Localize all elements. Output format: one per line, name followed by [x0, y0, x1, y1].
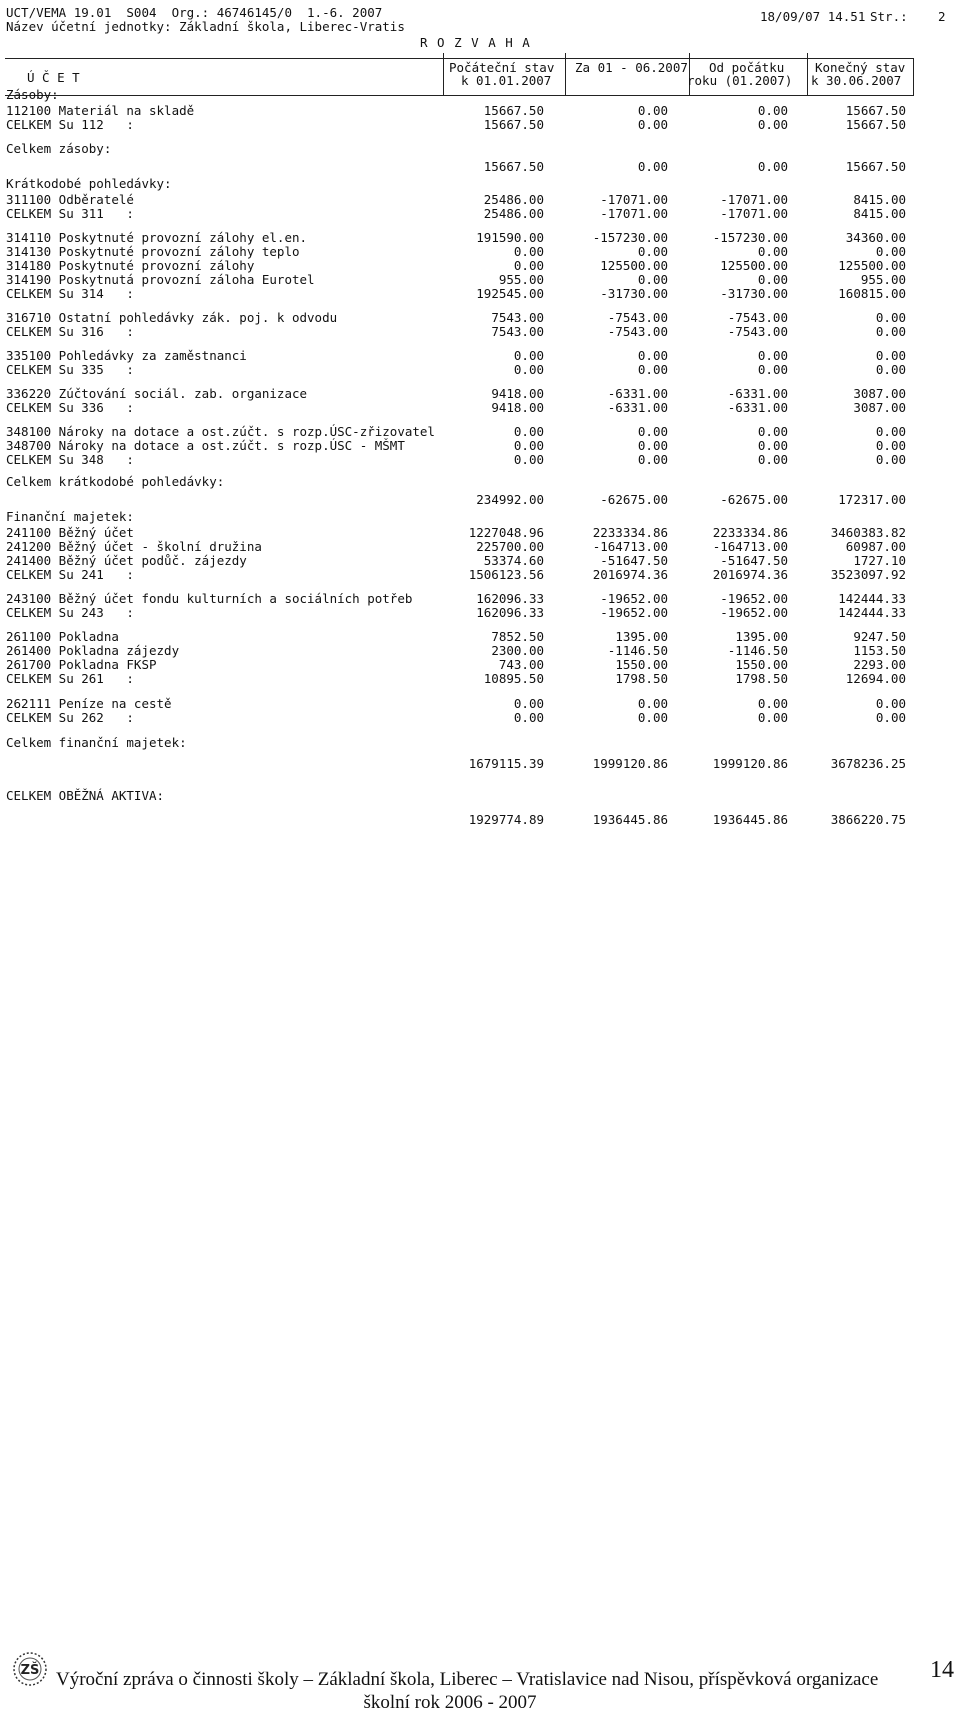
closing-value: 125500.00: [838, 258, 906, 273]
row-label: CELKEM Su 261 :: [6, 671, 134, 686]
period-value: 125500.00: [600, 258, 668, 273]
closing-value: 3460383.82: [830, 525, 906, 540]
ledger-row: [6, 592, 906, 606]
ledger-row: [6, 789, 906, 803]
row-label: 241200 Běžný účet - školní družina: [6, 539, 262, 554]
closing-value: 3866220.75: [830, 812, 906, 827]
opening-value: 53374.60: [483, 553, 544, 568]
opening-value: 743.00: [498, 657, 544, 672]
period-value: 0.00: [637, 348, 668, 363]
ytd-value: -19652.00: [720, 591, 788, 606]
period-value: 2016974.36: [592, 567, 668, 582]
ledger-row: [6, 425, 906, 439]
ledger-row: [6, 142, 906, 156]
ytd-value: 125500.00: [720, 258, 788, 273]
period-value: 0.00: [637, 696, 668, 711]
closing-value: 3678236.25: [830, 756, 906, 771]
ledger-row: [6, 672, 906, 686]
closing-value: 3087.00: [853, 400, 906, 415]
ytd-value: -17071.00: [720, 206, 788, 221]
row-label: 311100 Odběratelé: [6, 192, 134, 207]
row-label: 261700 Pokladna FKSP: [6, 657, 157, 672]
row-label: 314130 Poskytnuté provozní zálohy teplo: [6, 244, 300, 259]
opening-value: 1929774.89: [468, 812, 544, 827]
closing-value: 0.00: [875, 324, 906, 339]
ledger-row: [6, 177, 906, 191]
ytd-value: 2233334.86: [712, 525, 788, 540]
closing-value: 0.00: [875, 696, 906, 711]
period-value: -1146.50: [607, 643, 668, 658]
col-closing-date: k 30.06.2007: [811, 73, 902, 88]
ytd-value: -62675.00: [720, 492, 788, 507]
period-value: 0.00: [637, 117, 668, 132]
row-label: 243100 Běžný účet fondu kulturních a sociálních potřeb: [6, 591, 413, 606]
closing-value: 3087.00: [853, 386, 906, 401]
period-value: -51647.50: [600, 553, 668, 568]
row-label: Finanční majetek:: [6, 509, 134, 524]
unit-name: Název účetní jednotky: Základní škola, Liberec-Vratis: [6, 19, 405, 34]
period-value: -6331.00: [607, 386, 668, 401]
col-closing-title: Konečný stav: [815, 60, 906, 75]
opening-value: 0.00: [513, 696, 544, 711]
closing-value: 0.00: [875, 244, 906, 259]
closing-value: 160815.00: [838, 286, 906, 301]
closing-value: 3523097.92: [830, 567, 906, 582]
opening-value: 0.00: [513, 452, 544, 467]
row-label: CELKEM Su 243 :: [6, 605, 134, 620]
opening-value: 0.00: [513, 244, 544, 259]
ytd-value: 0.00: [757, 696, 788, 711]
col-account: Ú Č E T: [27, 70, 80, 85]
row-label: CELKEM Su 311 :: [6, 206, 134, 221]
period-value: -157230.00: [592, 230, 668, 245]
row-label: Zásoby:: [6, 87, 59, 102]
ytd-value: -31730.00: [720, 286, 788, 301]
opening-value: 955.00: [498, 272, 544, 287]
period-value: 0.00: [637, 362, 668, 377]
ytd-value: 0.00: [757, 362, 788, 377]
row-label: 335100 Pohledávky za zaměstnanci: [6, 348, 247, 363]
opening-value: 15667.50: [483, 117, 544, 132]
footer-school-year: školní rok 2006 - 2007: [363, 1692, 537, 1713]
row-label: 112100 Materiál na skladě: [6, 103, 195, 118]
row-label: 241400 Běžný účet podůč. zájezdy: [6, 553, 247, 568]
ytd-value: 0.00: [757, 710, 788, 725]
ledger-row: [6, 273, 906, 287]
opening-value: 1679115.39: [468, 756, 544, 771]
row-label: 336220 Zúčtování sociál. zab. organizace: [6, 386, 308, 401]
ytd-value: 1999120.86: [712, 756, 788, 771]
period-value: -62675.00: [600, 492, 668, 507]
print-datetime: 18/09/07 14.51: [760, 9, 866, 24]
opening-value: 234992.00: [476, 492, 544, 507]
ledger-row: [6, 554, 906, 568]
row-label: Celkem zásoby:: [6, 141, 112, 156]
ytd-value: 1395.00: [735, 629, 788, 644]
row-label: CELKEM Su 335 :: [6, 362, 134, 377]
ledger-row: [6, 493, 906, 507]
ytd-value: 2016974.36: [712, 567, 788, 582]
closing-value: 1153.50: [853, 643, 906, 658]
row-label: CELKEM Su 316 :: [6, 324, 134, 339]
page-label: Str.:: [870, 9, 908, 24]
row-label: Celkem krátkodobé pohledávky:: [6, 474, 225, 489]
ledger-row: [6, 231, 906, 245]
ledger-row: [6, 349, 906, 363]
closing-value: 955.00: [860, 272, 906, 287]
report-title: R O Z V A H A: [420, 35, 531, 50]
closing-value: 8415.00: [853, 206, 906, 221]
ytd-value: 0.00: [757, 424, 788, 439]
opening-value: 0.00: [513, 348, 544, 363]
closing-value: 8415.00: [853, 192, 906, 207]
opening-value: 162096.33: [476, 605, 544, 620]
period-value: 0.00: [637, 244, 668, 259]
row-label: CELKEM OBĚŽNÁ AKTIVA:: [6, 788, 165, 803]
closing-value: 0.00: [875, 424, 906, 439]
closing-value: 0.00: [875, 310, 906, 325]
ytd-value: -6331.00: [727, 400, 788, 415]
ledger-row: [6, 475, 906, 489]
opening-value: 1227048.96: [468, 525, 544, 540]
col-period: Za 01 - 06.2007: [575, 60, 688, 75]
ledger-row: [6, 88, 906, 102]
row-label: 348100 Nároky na dotace a ost.zúčt. s rozp.ÚSC-zřizovatel: [6, 424, 435, 439]
col-ytd-title: Od počátku: [709, 60, 785, 75]
opening-value: 0.00: [513, 362, 544, 377]
period-value: 1798.50: [615, 671, 668, 686]
period-value: 1999120.86: [592, 756, 668, 771]
page-value: 2: [938, 9, 946, 24]
closing-value: 0.00: [875, 348, 906, 363]
row-label: CELKEM Su 262 :: [6, 710, 134, 725]
ledger-row: [6, 526, 906, 540]
period-value: 0.00: [637, 103, 668, 118]
row-label: 261400 Pokladna zájezdy: [6, 643, 180, 658]
closing-value: 15667.50: [845, 117, 906, 132]
ledger-row: [6, 630, 906, 644]
footer-title: Výroční zpráva o činnosti školy – Základní škola, Liberec – Vratislavice nad Nisou, příspěvková organizace: [56, 1669, 879, 1690]
period-value: -19652.00: [600, 605, 668, 620]
closing-value: 34360.00: [845, 230, 906, 245]
period-value: -6331.00: [607, 400, 668, 415]
ledger-row: [6, 207, 906, 221]
row-label: CELKEM Su 241 :: [6, 567, 134, 582]
ledger-row: [6, 259, 906, 273]
ledger-row: [6, 193, 906, 207]
ytd-value: 0.00: [757, 452, 788, 467]
row-label: CELKEM Su 112 :: [6, 117, 134, 132]
ledger-row: [6, 401, 906, 415]
opening-value: 9418.00: [491, 400, 544, 415]
page-number: 14: [930, 1657, 954, 1683]
ledger-row: [6, 439, 906, 453]
ytd-value: 1936445.86: [712, 812, 788, 827]
ledger-row: [6, 644, 906, 658]
ytd-value: 1798.50: [735, 671, 788, 686]
period-value: -31730.00: [600, 286, 668, 301]
report-system-line: UCT/VEMA 19.01 S004 Org.: 46746145/0 1.-6. 2007: [6, 5, 383, 20]
period-value: -7543.00: [607, 310, 668, 325]
row-label: CELKEM Su 348 :: [6, 452, 134, 467]
opening-value: 162096.33: [476, 591, 544, 606]
col-opening-title: Počáteční stav: [449, 60, 555, 75]
opening-value: 25486.00: [483, 192, 544, 207]
ytd-value: 0.00: [757, 438, 788, 453]
ytd-value: -19652.00: [720, 605, 788, 620]
period-value: 0.00: [637, 438, 668, 453]
ledger-row: [6, 325, 906, 339]
opening-value: 0.00: [513, 710, 544, 725]
opening-value: 9418.00: [491, 386, 544, 401]
col-ytd-range: roku (01.2007): [687, 73, 793, 88]
ytd-value: -157230.00: [712, 230, 788, 245]
ytd-value: 0.00: [757, 348, 788, 363]
ytd-value: -7543.00: [727, 324, 788, 339]
opening-value: 7852.50: [491, 629, 544, 644]
ledger-row: [6, 606, 906, 620]
period-value: 1395.00: [615, 629, 668, 644]
ledger-row: [6, 245, 906, 259]
row-label: 314110 Poskytnuté provozní zálohy el.en.: [6, 230, 308, 245]
ytd-value: 0.00: [757, 103, 788, 118]
period-value: 0.00: [637, 272, 668, 287]
ledger-row: [6, 118, 906, 132]
opening-value: 7543.00: [491, 324, 544, 339]
opening-value: 1506123.56: [468, 567, 544, 582]
ytd-value: -164713.00: [712, 539, 788, 554]
ledger-row: [6, 568, 906, 582]
period-value: -19652.00: [600, 591, 668, 606]
ledger-row: [6, 387, 906, 401]
closing-value: 2293.00: [853, 657, 906, 672]
period-value: 0.00: [637, 424, 668, 439]
closing-value: 1727.10: [853, 553, 906, 568]
closing-value: 0.00: [875, 438, 906, 453]
closing-value: 142444.33: [838, 605, 906, 620]
period-value: 1550.00: [615, 657, 668, 672]
ytd-value: 1550.00: [735, 657, 788, 672]
ledger-row: [6, 540, 906, 554]
period-value: -164713.00: [592, 539, 668, 554]
ytd-value: 0.00: [757, 244, 788, 259]
period-value: 0.00: [637, 452, 668, 467]
closing-value: 15667.50: [845, 159, 906, 174]
opening-value: 2300.00: [491, 643, 544, 658]
ledger-row: [6, 160, 906, 174]
row-label: 241100 Běžný účet: [6, 525, 134, 540]
opening-value: 15667.50: [483, 159, 544, 174]
ledger-row: [6, 311, 906, 325]
period-value: -17071.00: [600, 192, 668, 207]
ledger-row: [6, 697, 906, 711]
row-label: CELKEM Su 314 :: [6, 286, 134, 301]
period-value: 1936445.86: [592, 812, 668, 827]
ytd-value: -1146.50: [727, 643, 788, 658]
col-opening-date: k 01.01.2007: [461, 73, 552, 88]
ledger-row: [6, 711, 906, 725]
ledger-row: [6, 453, 906, 467]
ledger-row: [6, 287, 906, 301]
closing-value: 9247.50: [853, 629, 906, 644]
ledger-row: [6, 363, 906, 377]
opening-value: 7543.00: [491, 310, 544, 325]
opening-value: 10895.50: [483, 671, 544, 686]
period-value: -17071.00: [600, 206, 668, 221]
closing-value: 172317.00: [838, 492, 906, 507]
ledger-row: [6, 104, 906, 118]
opening-value: 225700.00: [476, 539, 544, 554]
row-label: 262111 Peníze na cestě: [6, 696, 172, 711]
opening-value: 0.00: [513, 258, 544, 273]
closing-value: 142444.33: [838, 591, 906, 606]
period-value: 0.00: [637, 159, 668, 174]
opening-value: 0.00: [513, 438, 544, 453]
period-value: 0.00: [637, 710, 668, 725]
ytd-value: -17071.00: [720, 192, 788, 207]
svg-text:ZŠ: ZŠ: [20, 1663, 40, 1678]
row-label: 314190 Poskytnutá provozní záloha Eurotel: [6, 272, 315, 287]
ytd-value: 0.00: [757, 117, 788, 132]
row-label: Celkem finanční majetek:: [6, 735, 187, 750]
opening-value: 0.00: [513, 424, 544, 439]
ledger-row: [6, 658, 906, 672]
ledger-row: [6, 736, 906, 750]
closing-value: 12694.00: [845, 671, 906, 686]
closing-value: 0.00: [875, 710, 906, 725]
row-label: 316710 Ostatní pohledávky zák. poj. k odvodu: [6, 310, 338, 325]
ledger-row: [6, 757, 906, 771]
opening-value: 15667.50: [483, 103, 544, 118]
period-value: 2233334.86: [592, 525, 668, 540]
opening-value: 192545.00: [476, 286, 544, 301]
row-label: 261100 Pokladna: [6, 629, 119, 644]
ytd-value: 0.00: [757, 272, 788, 287]
row-label: CELKEM Su 336 :: [6, 400, 134, 415]
ledger-row: [6, 510, 906, 524]
ytd-value: -6331.00: [727, 386, 788, 401]
closing-value: 15667.50: [845, 103, 906, 118]
opening-value: 191590.00: [476, 230, 544, 245]
row-label: Krátkodobé pohledávky:: [6, 176, 172, 191]
school-logo: [8, 1645, 52, 1689]
row-label: 348700 Nároky na dotace a ost.zúčt. s rozp.ÚSC - MŠMT: [6, 438, 405, 453]
closing-value: 0.00: [875, 362, 906, 377]
ytd-value: -7543.00: [727, 310, 788, 325]
ytd-value: -51647.50: [720, 553, 788, 568]
ytd-value: 0.00: [757, 159, 788, 174]
closing-value: 60987.00: [845, 539, 906, 554]
ledger-row: [6, 813, 906, 827]
period-value: -7543.00: [607, 324, 668, 339]
opening-value: 25486.00: [483, 206, 544, 221]
closing-value: 0.00: [875, 452, 906, 467]
row-label: 314180 Poskytnuté provozní zálohy: [6, 258, 255, 273]
